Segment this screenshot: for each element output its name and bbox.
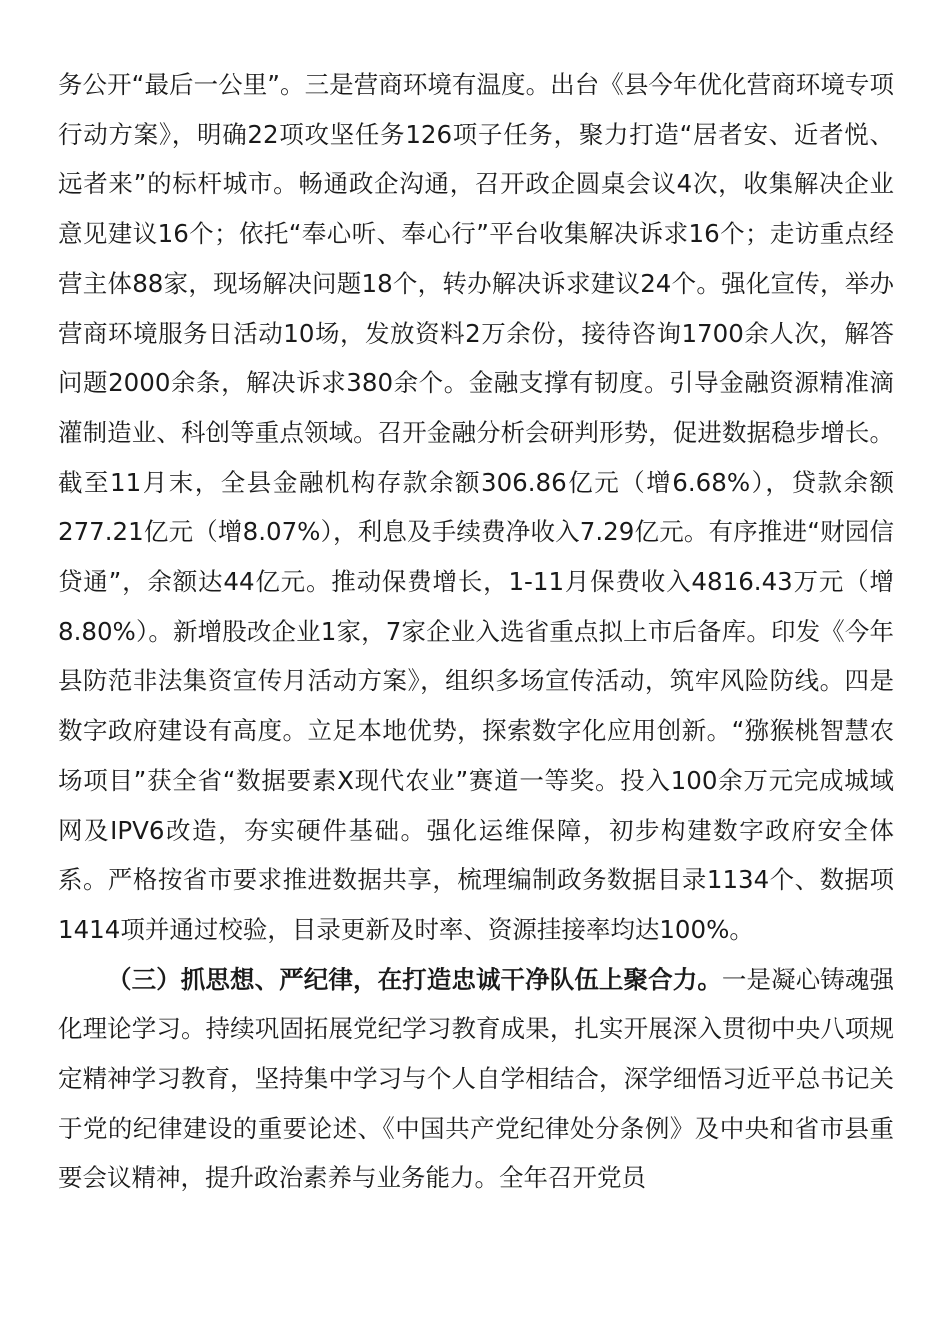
paragraph-team-building xyxy=(58,955,894,1204)
paragraph-business-environment: 务公开“最后一公里”。三是营商环境有温度。出台《县今年优化营商环境专项行动方案》，明确22项攻坚任务126项子任务，聚力打造“居者安、近者悦、远者来”的标杆城市。畅通政企沟通，召开政企圆桌会议4次，收集解决企业意见建议16个；依托“奉心听、奉心行”平台收集解决诉求16个；走访重点经营主体88家，现场解决问题18个，转办解决诉求建议24个。强化宣传，举办营商环境服务日活动10场，发放资料2万余份，接待咨询1700余人次，解答问题2000余条，解决诉求380余个。金融支撑有韧度。引导金融资源精准滴灌制造业、科创等重点领域。召开金融分析会研判形势，促进数据稳步增长。截至11月末，全县金融机构存款余额306.86亿元（增6.68%），贷款余额277.21亿元（增8.07%），利息及手续费净收入7.29亿元。有序推进“财园信贷通”，余额达44亿元。推动保费增长，1-11月保费收入4816.43万元（增8.80%）。新增股改企业1家，7家企业入选省重点拟上市后备库。印发《今年县防范非法集资宣传月活动方案》，组织多场宣传活动，筑牢风险防线。四是数字政府建设有高度。立足本地优势，探索数字化应用创新。“猕猴桃智慧农场项目”获全省“数据要素X现代农业”赛道一等奖。投入100余万元完成城域网及IPV6改造，夯实硬件基础。强化运维保障，初步构建数字政府安全体系。严格按省市要求推进数据共享，梳理编制政务数据目录1134个、数据项1414项并通过校验，目录更新及时率、资源挂接率均达100%。 xyxy=(58,70,894,944)
document-body xyxy=(58,60,894,1203)
section-body-text: 一是凝心铸魂强化理论学习。持续巩固拓展党纪学习教育成果，扎实开展深入贯彻中央八项规定精神学习教育，坚持集中学习与个人自学相结合，深学细悟习近平总书记关于党的纪律建设的重要论述、《中国共产党纪律处分条例》及中央和省市县重要会议精神，提升政治素养与业务能力。全年召开党员 xyxy=(58,964,895,1193)
section-heading: （三）抓思想、严纪律，在打造忠诚干净队伍上聚合力。 xyxy=(107,964,722,994)
